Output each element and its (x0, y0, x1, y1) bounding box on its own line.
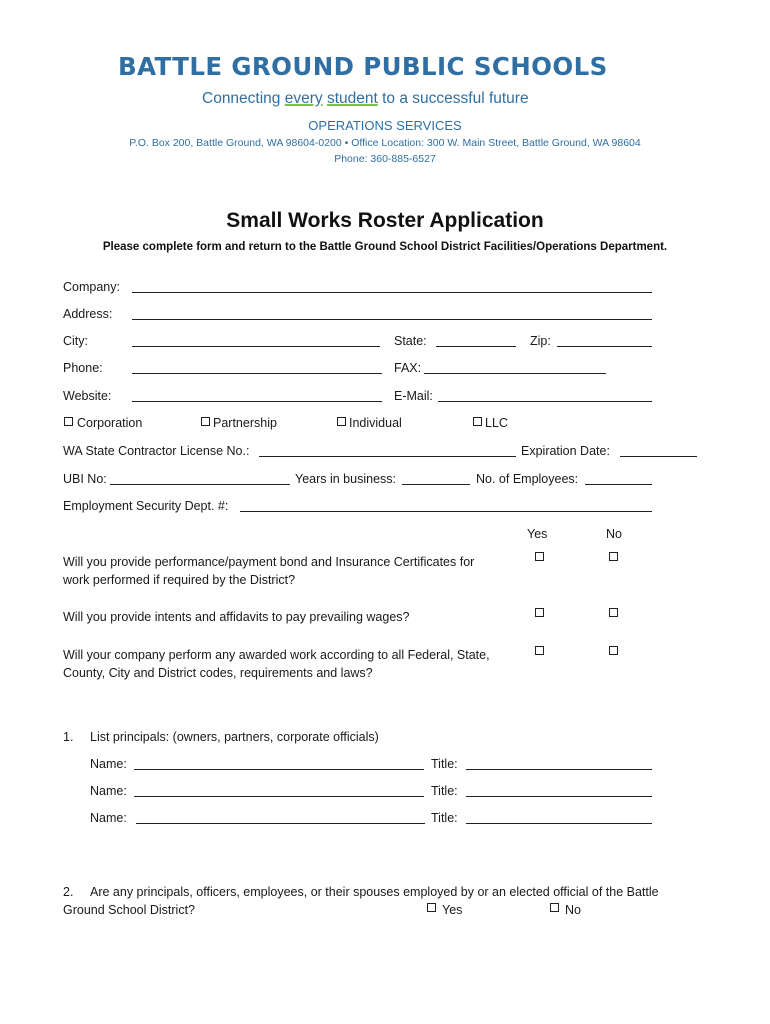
esd-field[interactable] (240, 511, 652, 512)
question-1-line2: work performed if required by the District? (63, 573, 296, 587)
principal-1-name-field[interactable] (134, 769, 424, 770)
address-label: Address: (63, 307, 113, 321)
question-1-line1: Will you provide performance/payment bond and Insurance Certificates for (63, 555, 475, 569)
section-2-line2: Ground School District? (63, 903, 196, 917)
ubi-field[interactable] (110, 484, 290, 485)
question-3-no-checkbox[interactable] (609, 646, 618, 655)
principal-3-name-field[interactable] (136, 823, 425, 824)
fax-label: FAX: (394, 361, 422, 375)
question-3-line2: County, City and District codes, requirements and laws? (63, 666, 373, 680)
principal-3-title-field[interactable] (466, 823, 652, 824)
website-label: Website: (63, 389, 112, 403)
section-2-no-checkbox[interactable] (550, 903, 559, 912)
ubi-label: UBI No: (63, 472, 107, 486)
llc-checkbox[interactable] (473, 417, 482, 426)
question-3-yes-checkbox[interactable] (535, 646, 544, 655)
question-2-no-checkbox[interactable] (609, 608, 618, 617)
yes-column-header: Yes (527, 527, 548, 541)
tagline-every: every (284, 90, 323, 107)
expiration-field[interactable] (620, 456, 697, 457)
form-instructions: Please complete form and return to the Battle Ground School District Facilities/Operations Department. (102, 241, 668, 253)
tagline-student: student (326, 90, 378, 107)
question-1-yes-checkbox[interactable] (535, 552, 544, 561)
section-2-line1: Are any principals, officers, employees, or their spouses employed by or an elected official of the Battle (90, 885, 659, 899)
employees-label: No. of Employees: (476, 472, 579, 486)
city-field[interactable] (132, 346, 380, 347)
principal-2-title-field[interactable] (466, 796, 652, 797)
section-2-number: 2. (63, 885, 74, 899)
state-label: State: (394, 334, 427, 348)
question-1-no-checkbox[interactable] (609, 552, 618, 561)
individual-checkbox[interactable] (337, 417, 346, 426)
years-label: Years in business: (295, 472, 396, 486)
district-tagline: Connecting every student to a successful future (202, 90, 529, 107)
email-field[interactable] (438, 401, 652, 402)
years-field[interactable] (402, 484, 470, 485)
address-field[interactable] (132, 319, 652, 320)
department-name: OPERATIONS SERVICES (308, 118, 462, 133)
partnership-checkbox[interactable] (201, 417, 210, 426)
city-label: City: (63, 334, 88, 348)
principal-2-title-label: Title: (431, 784, 458, 798)
zip-field[interactable] (557, 346, 652, 347)
license-field[interactable] (259, 456, 516, 457)
no-column-header: No (606, 527, 622, 541)
question-2-yes-checkbox[interactable] (535, 608, 544, 617)
esd-label: Employment Security Dept. #: (63, 499, 229, 513)
individual-label: Individual (349, 416, 402, 430)
principal-2-name-field[interactable] (134, 796, 424, 797)
principal-1-title-field[interactable] (466, 769, 652, 770)
district-phone: Phone: 360-885-6527 (334, 153, 436, 165)
section-1-number: 1. (63, 730, 74, 744)
phone-label: Phone: (63, 361, 103, 375)
zip-label: Zip: (530, 334, 551, 348)
principal-2-name-label: Name: (90, 784, 127, 798)
employees-field[interactable] (585, 484, 652, 485)
company-label: Company: (63, 280, 120, 294)
expiration-label: Expiration Date: (521, 444, 610, 458)
state-field[interactable] (436, 346, 516, 347)
principal-1-title-label: Title: (431, 757, 458, 771)
principal-1-name-label: Name: (90, 757, 127, 771)
partnership-label: Partnership (213, 416, 277, 430)
district-logo-wordmark: BATTLE GROUND PUBLIC SCHOOLS (118, 52, 608, 81)
section-1-text: List principals: (owners, partners, corporate officials) (90, 730, 379, 744)
fax-field[interactable] (424, 373, 606, 374)
company-field[interactable] (132, 292, 652, 293)
license-label: WA State Contractor License No.: (63, 444, 250, 458)
corporation-label: Corporation (77, 416, 143, 430)
form-title: Small Works Roster Application (226, 209, 544, 232)
section-2-yes-label: Yes (442, 903, 463, 917)
email-label: E-Mail: (394, 389, 433, 403)
website-field[interactable] (132, 401, 382, 402)
principal-3-title-label: Title: (431, 811, 458, 825)
question-3-line1: Will your company perform any awarded work according to all Federal, State, (63, 648, 490, 662)
section-2-no-label: No (565, 903, 581, 917)
question-2-text: Will you provide intents and affidavits to pay prevailing wages? (63, 610, 410, 624)
phone-field[interactable] (132, 373, 382, 374)
corporation-checkbox[interactable] (64, 417, 73, 426)
llc-label: LLC (485, 416, 508, 430)
principal-3-name-label: Name: (90, 811, 127, 825)
district-address: P.O. Box 200, Battle Ground, WA 98604-0200 • Office Location: 300 W. Main Street, Battle Ground, WA 98604 (129, 137, 641, 149)
section-2-yes-checkbox[interactable] (427, 903, 436, 912)
